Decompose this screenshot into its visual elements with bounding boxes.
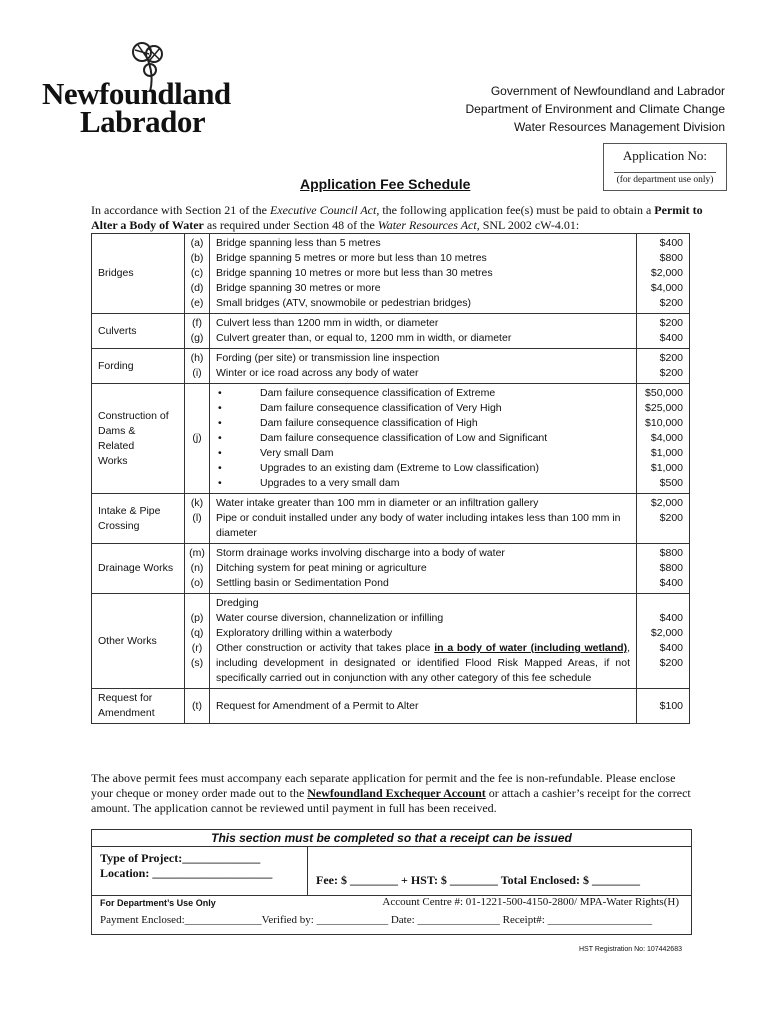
fee-fields[interactable]: Fee: $ ________ + HST: $ ________ Total Enclosed: $ ________ (316, 873, 640, 887)
project-type-field[interactable]: Type of Project:_____________ (100, 851, 261, 865)
application-number-box[interactable] (603, 143, 727, 191)
table-row: Drainage Works (m) (n) (o) Storm drainage works involving discharge into a body of water Ditching system for peat mining or agriculture Settling basin or Sedimentation Pond $800 $800 $400 (92, 544, 690, 594)
logo-word-1: Newfoundland (42, 76, 231, 111)
receipt-header: This section must be completed so that a receipt can be issued (92, 830, 691, 847)
department-header (466, 82, 725, 136)
fee-table (91, 233, 690, 724)
table-row: Culverts (f) (g) Culvert less than 1200 mm in width, or diameter Culvert greater than, or equal to, 1200 mm in width, or diameter $200 $400 (92, 314, 690, 349)
table-row: Construction of Dams & Related Works (j) • Dam failure consequence classification of Extreme • Dam failure consequence classification of Very High • Dam failure consequence classification of High • Dam failure consequence classification of Low and Significant • Very small Dam • Upgrades to an existing dam (Extreme to Low classification) • Upgrades to a very small dam $50,000 $25,000 $10,000 $4,000 $1,000 $1,000 $500 (92, 384, 690, 494)
division-name: Water Resources Management Division (514, 120, 725, 134)
gov-name: Government of Newfoundland and Labrador (490, 84, 725, 98)
receipt-section (91, 829, 692, 935)
account-centre: Account Centre #: 01-1221-500-4150-2800/ MPA-Water Rights(H) (382, 896, 679, 908)
logo-word-2: Labrador (80, 104, 206, 139)
location-field[interactable]: Location: ____________________ (100, 866, 273, 880)
dept-name: Department of Environment and Climate Change (465, 102, 725, 116)
table-row: Request for Amendment (t) Request for Amendment of a Permit to Alter $100 (92, 689, 690, 724)
hst-registration: HST Registration No: 107442683 (579, 946, 682, 953)
category-cell: Bridges (92, 234, 185, 314)
page-title: Application Fee Schedule (300, 176, 471, 192)
intro-paragraph: In accordance with Section 21 of the Executive Council Act, the following application fee(s) must be paid to obtain a Permit to Alter a Body of Water as required under Section 48 of the Water Resources Act, SNL 2002 cW-4.01: (91, 203, 703, 232)
table-row: Other Works (p) (q) (r) (s) Dredging Water course diversion, channelization or infilling Exploratory drilling within a waterbody Other construction or activity that takes place in a body of water (including wetland), including development in designated or identified Flood Risk Mapped Areas, if not specifically carried out in conjunction with any other category of this fee schedule $400 $2,000 $400 $200 (92, 594, 690, 689)
app-no-note: (for department use only) (616, 175, 714, 185)
outro-paragraph: The above permit fees must accompany each separate application for permit and the fee is non-refundable. Please enclose your cheque or money order made out to the Newfoundland Exchequer Account or attach a cashier’s receipt for the correct amount. The application cannot be reviewed until payment in full has been received. (91, 771, 691, 815)
dept-use-label: For Department’s Use Only (100, 898, 216, 908)
table-row: Intake & Pipe Crossing (k) (l) Water intake greater than 100 mm in diameter or an infiltration gallery Pipe or conduit installed under any body of water including intakes less than 100 mm in diameter $2,000 $200 (92, 494, 690, 544)
app-no-line (614, 172, 716, 173)
nl-logo (42, 40, 242, 140)
table-row: Bridges (a) (b) (c) (d) (e) Bridge spanning less than 5 metres Bridge spanning 5 metres or more but less than 10 metres Bridge spanning 10 metres or more but less than 30 metres Bridge spanning 30 metres or more Small bridges (ATV, snowmobile or pedestrian bridges) $400 $800 $2,000 $4,000 $200 (92, 234, 690, 314)
table-row: Fording (h) (i) Fording (per site) or transmission line inspection Winter or ice road across any body of water $200 $200 (92, 349, 690, 384)
app-no-label: Application No: (622, 148, 708, 163)
payment-fields[interactable]: Payment Enclosed:______________Verified by: _____________ Date: _______________ Receipt#: ___________________ (100, 914, 653, 926)
